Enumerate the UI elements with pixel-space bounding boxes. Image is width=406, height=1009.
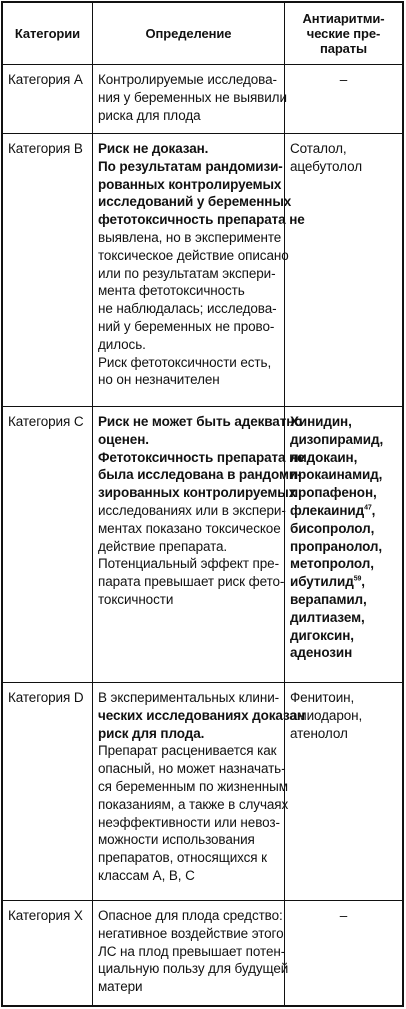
drug-name: флекаинид bbox=[290, 502, 365, 518]
row-drugs bbox=[285, 901, 402, 1005]
definition-line: ческих исследованиях доказан bbox=[98, 707, 305, 723]
definition-line: препаратов, относящихся к bbox=[98, 850, 267, 866]
drug-name: атенолол bbox=[290, 725, 348, 741]
definition-line: действие препарата. bbox=[98, 538, 228, 554]
definition-line: мента фетотоксичность bbox=[98, 283, 245, 299]
definition-line: зированных контролируемых bbox=[98, 485, 297, 501]
definition-line: токсичности bbox=[98, 591, 174, 607]
row-definition bbox=[93, 134, 305, 406]
definition-line: Фетотоксичность препарата не bbox=[98, 449, 305, 465]
drug-name: прокаинамид, bbox=[290, 467, 383, 483]
empty-dash: – bbox=[339, 72, 348, 87]
drug-name-with-ref bbox=[290, 573, 397, 591]
definition-line: фетотоксичность препарата не bbox=[98, 212, 305, 228]
definition-line: ния у беременных не выявили bbox=[98, 89, 287, 105]
definition-line: матери bbox=[98, 979, 143, 995]
definition-line: ся беременным по жизненным bbox=[98, 778, 288, 794]
reference-number: 59 bbox=[353, 575, 362, 583]
table-row bbox=[3, 901, 402, 1005]
definition-line: выявлена, но в эксперименте bbox=[98, 229, 282, 245]
definition-line: или по результатам экспери- bbox=[98, 265, 276, 281]
table-row bbox=[3, 683, 402, 901]
drug-name: пропранолол, bbox=[290, 538, 383, 554]
definition-line: циальную пользу для будущей bbox=[98, 961, 289, 977]
row-category: Категория В bbox=[3, 134, 93, 406]
drug-name: Хинидин, bbox=[290, 414, 352, 429]
definition-line: Опасное для плода средство: bbox=[98, 908, 283, 923]
definition-line: классам А, В, С bbox=[98, 867, 195, 883]
drug-name: дизопирамид, bbox=[290, 431, 384, 447]
row-drugs bbox=[285, 65, 402, 133]
definition-line: исследованиях или в экспери- bbox=[98, 502, 286, 518]
drug-name: пропафенон, bbox=[290, 485, 377, 501]
drug-name-with-ref bbox=[290, 502, 397, 520]
definition-line: рованных контролируемых bbox=[98, 176, 282, 192]
table-row bbox=[3, 407, 402, 683]
header-definition: Определение bbox=[93, 3, 285, 64]
drug-name: амиодарон, bbox=[290, 707, 363, 723]
definition-line: риск для плода. bbox=[98, 725, 205, 741]
drug-name: ибутилид bbox=[290, 574, 354, 590]
definition-line: токсическое действие описано bbox=[98, 247, 289, 263]
definition-line: По результатам рандомизи- bbox=[98, 158, 283, 174]
definition-line: не наблюдалась; исследова- bbox=[98, 301, 277, 317]
definition-line: Потенциальный эффект пре- bbox=[98, 556, 279, 572]
definition-line: риска для плода bbox=[98, 107, 201, 123]
row-definition bbox=[93, 407, 305, 682]
header-drugs: Антиаритми- ческие пре- параты bbox=[302, 11, 385, 56]
definition-line: ЛС на плод превышает потен- bbox=[98, 943, 286, 959]
definition-line: Контролируемые исследова- bbox=[98, 72, 277, 87]
row-drugs bbox=[285, 134, 402, 406]
drug-name: метопролол, bbox=[290, 556, 374, 572]
drug-name: дилтиазем, bbox=[290, 609, 365, 625]
drug-name: Соталол, bbox=[290, 141, 347, 156]
definition-line: Риск фетотоксичности есть, bbox=[98, 354, 272, 370]
definition-line: Риск не доказан. bbox=[98, 141, 209, 156]
row-definition bbox=[93, 901, 289, 1005]
row-drugs bbox=[285, 407, 402, 682]
definition-line: В экспериментальных клини- bbox=[98, 690, 280, 705]
table-row bbox=[3, 65, 402, 134]
row-definition bbox=[93, 65, 285, 133]
definition-line: была исследована в рандоми- bbox=[98, 467, 302, 483]
definition-line: негативное воздействие этого bbox=[98, 925, 284, 941]
definition-line: исследований у беременных bbox=[98, 194, 292, 210]
drug-name: Фенитоин, bbox=[290, 690, 355, 705]
drug-name: ацебутолол bbox=[290, 158, 362, 174]
definition-line: ментах показано токсическое bbox=[98, 520, 281, 536]
definition-line: опасный, но может назначать- bbox=[98, 761, 286, 777]
definition-line: неэффективности или невоз- bbox=[98, 814, 280, 830]
drug-name: бисопролол, bbox=[290, 520, 375, 536]
category-table bbox=[1, 1, 404, 1007]
definition-line: дилось. bbox=[98, 336, 146, 352]
row-category: Категория С bbox=[3, 407, 93, 682]
row-definition bbox=[93, 683, 305, 900]
comma: , bbox=[361, 574, 365, 590]
row-drugs bbox=[285, 683, 402, 900]
definition-line: Препарат расценивается как bbox=[98, 743, 277, 759]
definition-line: ний у беременных не прово- bbox=[98, 318, 275, 334]
empty-dash: – bbox=[339, 908, 348, 923]
header-category: Категории bbox=[3, 3, 93, 64]
definition-line: оценен. bbox=[98, 431, 149, 447]
definition-line: показаниям, а также в случаях bbox=[98, 796, 289, 812]
row-category: Категория D bbox=[3, 683, 93, 900]
comma: , bbox=[371, 502, 376, 518]
row-category: Категория А bbox=[3, 65, 93, 133]
definition-line: Риск не может быть адекватно bbox=[98, 414, 303, 429]
reference-number: 47 bbox=[364, 504, 372, 512]
definition-line: но он незначителен bbox=[98, 372, 220, 388]
drug-name: лидокаин, bbox=[290, 449, 358, 465]
table-row bbox=[3, 134, 402, 407]
drug-name: верапамил, bbox=[290, 591, 367, 607]
drug-name: аденозин bbox=[290, 645, 353, 661]
definition-line: парата превышает риск фето- bbox=[98, 574, 285, 590]
definition-line: можности использования bbox=[98, 832, 255, 848]
row-category: Категория X bbox=[3, 901, 93, 1005]
table-header bbox=[3, 3, 402, 65]
drug-name: дигоксин, bbox=[290, 627, 354, 643]
